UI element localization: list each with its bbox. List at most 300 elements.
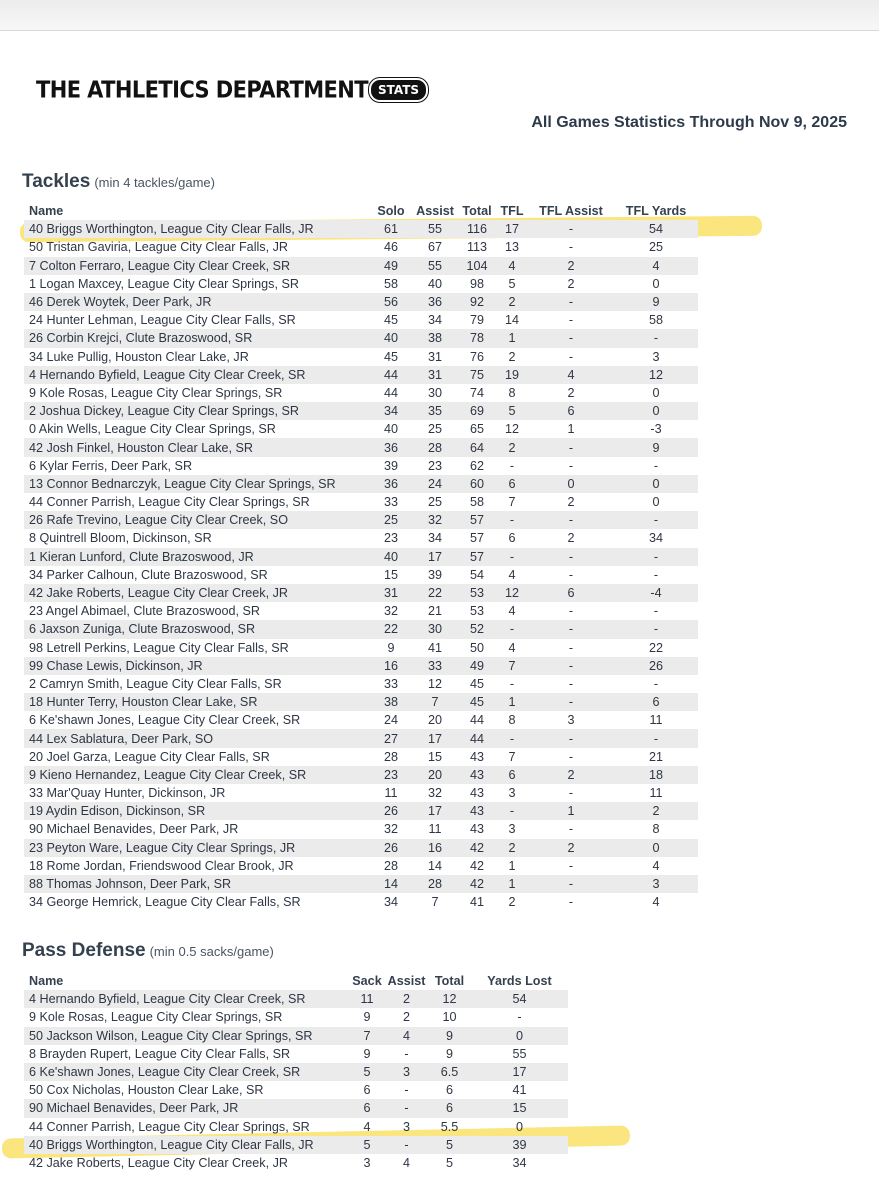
stat-cell: 32 [383, 604, 398, 619]
stat-cell: 40 [427, 276, 442, 291]
stat-cell: 1 [496, 693, 528, 711]
stat-cell: 104 [458, 257, 496, 275]
stat-cell: 113 [466, 240, 488, 255]
tackles-col-header: TFL Assist [539, 204, 603, 219]
stat-cell: 7 [349, 1027, 385, 1045]
player-name-cell: 2 Joshua Dickey, League City Clear Springs, SR [24, 402, 370, 420]
stat-cell: 35 [412, 402, 458, 420]
stat-cell: -4 [614, 584, 698, 602]
tackles-row [24, 839, 698, 857]
player-name-cell: 50 Tristan Gaviria, League City Clear Falls, JR [29, 240, 288, 255]
stat-cell: 17 [412, 729, 458, 747]
stat-cell: 14 [370, 875, 412, 893]
player-name-cell: 90 Michael Benavides, Deer Park, JR [29, 822, 239, 837]
stat-cell: 6 [428, 1099, 471, 1117]
passdef-row [24, 990, 568, 1008]
tackles-row [24, 329, 698, 347]
stat-cell: 25 [427, 495, 442, 510]
stat-cell: 39 [471, 1136, 568, 1154]
stat-cell: 4 [402, 1155, 410, 1170]
tackles-header-row [24, 202, 698, 220]
tackles-row [24, 348, 698, 366]
stat-cell: 56 [370, 293, 412, 311]
stat-cell: 4 [385, 1027, 428, 1045]
tackles-row [24, 675, 698, 693]
passdef-row [24, 1118, 568, 1136]
passdef-qualifier: (min 0.5 sacks/game) [149, 944, 274, 959]
stat-cell: - [528, 657, 614, 675]
tackles-row [24, 875, 698, 893]
stat-cell: 33 [383, 676, 398, 691]
player-name-cell: 46 Derek Woytek, Deer Park, JR [24, 293, 370, 311]
stat-cell: 2 [567, 531, 575, 546]
stat-cell: 43 [458, 802, 496, 820]
stat-cell: 4 [363, 1119, 371, 1134]
stat-cell: 6 [496, 475, 528, 493]
player-name-cell: 40 Briggs Worthington, League City Clear Falls, JR [24, 220, 370, 238]
stat-cell: 15 [383, 567, 398, 582]
stat-cell: 2 [528, 766, 614, 784]
passdef-row [24, 1154, 568, 1172]
stat-cell: 16 [370, 657, 412, 675]
stat-cell: 75 [458, 366, 496, 384]
stat-cell: 25 [427, 422, 442, 437]
stat-cell: 11 [428, 822, 442, 837]
stat-cell: 16 [412, 839, 458, 857]
player-name-cell: 20 Joel Garza, League City Clear Falls, SR [29, 749, 270, 764]
stat-cell: 6.5 [428, 1063, 471, 1081]
stat-cell: 5 [349, 1136, 385, 1154]
stat-cell: 34 [370, 402, 412, 420]
stat-cell: - [568, 604, 574, 619]
stat-cell: 21 [648, 749, 663, 764]
player-name-cell: 6 Ke'shawn Jones, League City Clear Creek, SR [29, 713, 301, 728]
stat-cell: 26 [614, 657, 698, 675]
stat-cell: 22 [648, 640, 663, 655]
tackles-title: Tackles [22, 171, 91, 192]
stat-cell: 12 [428, 990, 471, 1008]
stat-cell: 20 [412, 766, 458, 784]
stat-cell: 7 [508, 749, 516, 764]
stat-cell: 11 [649, 786, 663, 801]
stat-cell: 3 [614, 875, 698, 893]
tackles-row [24, 475, 698, 493]
stat-cell: 34 [427, 531, 442, 546]
stat-cell: 116 [458, 220, 496, 238]
stat-cell: 1 [508, 858, 516, 873]
tackles-row [24, 639, 698, 657]
stat-cell: 12 [427, 676, 442, 691]
stat-cell: 31 [427, 349, 442, 364]
stat-cell: 98 [469, 276, 484, 291]
tackles-row [24, 766, 698, 784]
stat-cell: - [496, 729, 528, 747]
stat-cell: 24 [383, 713, 398, 728]
stat-cell: 3 [508, 786, 516, 801]
tackles-row [24, 438, 698, 456]
stat-cell: 43 [469, 786, 484, 801]
stat-cell: 0 [652, 276, 660, 291]
stat-cell: 3 [508, 822, 516, 837]
stat-cell: 0 [515, 1119, 523, 1134]
stat-cell: 1 [496, 329, 528, 347]
stat-cell: - [509, 458, 515, 473]
stat-cell: 2 [508, 349, 516, 364]
stat-cell: 67 [427, 240, 442, 255]
stat-cell: 45 [383, 313, 398, 328]
passdef-col-header: Name [29, 974, 64, 989]
stat-cell: 22 [370, 620, 412, 638]
stat-cell: 8 [508, 385, 516, 400]
stat-cell: 34 [648, 531, 663, 546]
stat-cell: 49 [370, 257, 412, 275]
stat-cell: 14 [427, 858, 442, 873]
stat-cell: 42 [458, 839, 496, 857]
stat-cell: 9 [428, 1027, 471, 1045]
stat-cell: - [528, 548, 614, 566]
stat-cell: 1 [496, 875, 528, 893]
stat-cell: 46 [383, 240, 398, 255]
stat-cell: 28 [383, 749, 398, 764]
stat-cell: 55 [412, 220, 458, 238]
stat-cell: 4 [508, 640, 516, 655]
stat-cell: 4 [508, 567, 516, 582]
stat-cell: 69 [458, 402, 496, 420]
stat-cell: 5 [349, 1063, 385, 1081]
player-name-cell: 50 Jackson Wilson, League City Clear Springs, SR [24, 1027, 349, 1045]
stat-cell: 0 [652, 495, 660, 510]
stat-cell: - [568, 676, 574, 691]
stat-cell: 36 [370, 438, 412, 456]
player-name-cell: 90 Michael Benavides, Deer Park, JR [24, 1099, 349, 1117]
stat-cell: 25 [370, 511, 412, 529]
stat-cell: 33 [383, 495, 398, 510]
tackles-row [24, 566, 698, 584]
stat-cell: 45 [469, 676, 484, 691]
stat-cell: 76 [469, 349, 484, 364]
stat-cell: 41 [469, 895, 484, 910]
player-name-cell: 6 Jaxson Zuniga, Clute Brazoswood, SR [24, 620, 370, 638]
stat-cell: 31 [370, 584, 412, 602]
tackles-row [24, 511, 698, 529]
stat-cell: 12 [496, 584, 528, 602]
stat-cell: 2 [528, 839, 614, 857]
player-name-cell: 18 Rome Jordan, Friendswood Clear Brook, JR [29, 858, 294, 873]
stat-cell: 34 [427, 313, 442, 328]
stat-cell: 44 [458, 729, 496, 747]
stat-cell: 28 [383, 858, 398, 873]
stat-cell: 23 [370, 766, 412, 784]
tackles-row [24, 693, 698, 711]
stat-cell: 22 [412, 584, 458, 602]
tackles-row [24, 711, 698, 729]
stat-cell: 30 [427, 385, 442, 400]
player-name-cell: 1 Kieran Lunford, Clute Brazoswood, JR [24, 548, 370, 566]
tackles-row [24, 257, 698, 275]
stat-cell: 4 [652, 858, 660, 873]
stat-cell: 61 [370, 220, 412, 238]
stat-cell: - [528, 511, 614, 529]
stat-cell: 9 [614, 438, 698, 456]
stat-cell: 7 [496, 657, 528, 675]
passdef-col-header: Total [434, 974, 465, 989]
player-name-cell: 42 Jake Roberts, League City Clear Creek, JR [29, 1155, 288, 1170]
stat-cell: - [496, 548, 528, 566]
stat-cell: - [568, 313, 574, 328]
page-top-edge [0, 0, 879, 31]
stat-cell: 0 [614, 475, 698, 493]
stat-cell: 2 [567, 495, 575, 510]
player-name-cell: 24 Hunter Lehman, League City Clear Falls, SR [29, 313, 296, 328]
tackles-row [24, 238, 698, 256]
stat-cell: 65 [469, 422, 484, 437]
tackles-row [24, 493, 698, 511]
stat-cell: 5.5 [440, 1119, 459, 1134]
stat-cell: - [653, 676, 659, 691]
stat-cell: 62 [469, 458, 484, 473]
player-name-cell: 9 Kieno Hernandez, League City Clear Creek, SR [24, 766, 370, 784]
stat-cell: 7 [508, 495, 516, 510]
stat-cell: - [528, 329, 614, 347]
stat-cell: - [528, 438, 614, 456]
stat-cell: - [385, 1136, 428, 1154]
stat-cell: 2 [402, 1010, 410, 1025]
stat-cell: 11 [649, 713, 663, 728]
stat-cell: 23 [383, 531, 398, 546]
stat-cell: 5 [428, 1136, 471, 1154]
stat-cell: - [496, 802, 528, 820]
stat-cell: - [528, 729, 614, 747]
stat-cell: 43 [469, 822, 484, 837]
tackles-row [24, 548, 698, 566]
stat-cell: - [568, 567, 574, 582]
stat-cell: 3 [402, 1119, 410, 1134]
stat-cell: 41 [427, 640, 442, 655]
player-name-cell: 26 Rafe Trevino, League City Clear Creek, SO [24, 511, 370, 529]
brand-badge: STATS [369, 78, 428, 102]
stat-cell: 92 [458, 293, 496, 311]
tackles-row [24, 893, 698, 911]
stat-cell: 6 [349, 1099, 385, 1117]
stat-cell: - [528, 875, 614, 893]
stat-cell: 43 [458, 766, 496, 784]
brand-logo [36, 78, 428, 102]
passdef-header-row [24, 972, 568, 990]
passdef-row [24, 1008, 568, 1026]
stat-cell: - [568, 349, 574, 364]
stat-cell: 17 [412, 548, 458, 566]
player-name-cell: 0 Akin Wells, League City Clear Springs, SR [29, 422, 276, 437]
stat-cell: - [568, 240, 574, 255]
stat-cell: 11 [384, 786, 398, 801]
stat-cell: 3 [385, 1063, 428, 1081]
player-name-cell: 23 Angel Abimael, Clute Brazoswood, SR [29, 604, 261, 619]
stat-cell: 36 [412, 293, 458, 311]
stat-cell: - [528, 620, 614, 638]
player-name-cell: 8 Brayden Rupert, League City Clear Falls, SR [29, 1046, 291, 1061]
stat-cell: 1 [528, 802, 614, 820]
stat-cell: 4 [528, 366, 614, 384]
player-name-cell: 40 Briggs Worthington, League City Clear Falls, JR [24, 1136, 349, 1154]
tackles-row [24, 457, 698, 475]
player-name-cell: 34 George Hemrick, League City Clear Falls, SR [29, 895, 301, 910]
stat-cell: - [614, 329, 698, 347]
stat-cell: - [528, 693, 614, 711]
pass-defense-table [24, 972, 568, 1172]
passdef-row [24, 1063, 568, 1081]
stat-cell: 57 [458, 548, 496, 566]
player-name-cell: 88 Thomas Johnson, Deer Park, SR [24, 875, 370, 893]
player-name-cell: 34 Parker Calhoun, Clute Brazoswood, SR [29, 567, 268, 582]
stat-cell: 58 [469, 495, 484, 510]
stat-cell: 53 [458, 584, 496, 602]
stat-cell: 1 [567, 422, 575, 437]
stat-cell: 45 [383, 349, 398, 364]
tackles-col-header: TFL [500, 204, 524, 219]
stat-cell: 10 [442, 1010, 457, 1025]
player-name-cell: 99 Chase Lewis, Dickinson, JR [24, 657, 370, 675]
stat-cell: 2 [567, 385, 575, 400]
stat-cell: 6 [496, 766, 528, 784]
stat-cell: - [614, 511, 698, 529]
tackles-col-header: Solo [377, 204, 405, 219]
stat-cell: 40 [370, 548, 412, 566]
stat-cell: 60 [458, 475, 496, 493]
stat-cell: 15 [471, 1099, 568, 1117]
stat-cell: 44 [370, 366, 412, 384]
tackles-row [24, 584, 698, 602]
stat-cell: - [568, 858, 574, 873]
stat-cell: 3 [363, 1155, 371, 1170]
player-name-cell: 44 Conner Parrish, League City Clear Springs, SR [29, 1119, 310, 1134]
stat-cell: - [385, 1099, 428, 1117]
tackles-body [24, 220, 698, 911]
stat-cell: 2 [496, 839, 528, 857]
stat-cell: 32 [383, 822, 398, 837]
stat-cell: 5 [508, 276, 516, 291]
stat-cell: 4 [614, 257, 698, 275]
tackles-row [24, 220, 698, 238]
stat-cell: 3 [567, 713, 575, 728]
passdef-row [24, 1045, 568, 1063]
player-name-cell: 50 Cox Nicholas, Houston Clear Lake, SR [29, 1083, 264, 1098]
stat-cell: 44 [383, 385, 398, 400]
passdef-title: Pass Defense [22, 940, 146, 961]
stat-cell: 25 [648, 240, 663, 255]
stat-cell: 4 [496, 257, 528, 275]
tackles-col-header: Name [29, 204, 64, 219]
stat-cell: - [568, 786, 574, 801]
stat-cell: - [509, 676, 515, 691]
stat-cell: 4 [652, 895, 660, 910]
stat-cell: 0 [528, 475, 614, 493]
tackles-row [24, 657, 698, 675]
stat-cell: 2 [567, 276, 575, 291]
tackles-row [24, 857, 698, 875]
stat-cell: - [404, 1046, 409, 1061]
stat-cell: 2 [496, 438, 528, 456]
stat-cell: 45 [458, 693, 496, 711]
stat-cell: 39 [427, 567, 442, 582]
stat-cell: 54 [471, 990, 568, 1008]
tackles-row [24, 802, 698, 820]
tackles-qualifier: (min 4 tackles/game) [94, 175, 215, 190]
stat-cell: 11 [349, 990, 385, 1008]
stat-cell: 55 [412, 257, 458, 275]
player-name-cell: 6 Kylar Ferris, Deer Park, SR [29, 458, 193, 473]
stat-cell: 6 [614, 693, 698, 711]
passdef-row [24, 1081, 568, 1099]
stat-cell: - [568, 458, 574, 473]
tackles-row [24, 402, 698, 420]
stat-cell: 18 [614, 766, 698, 784]
stat-cell: - [568, 749, 574, 764]
stat-cell: 0 [652, 385, 660, 400]
player-name-cell: 1 Logan Maxcey, League City Clear Springs, SR [29, 276, 299, 291]
player-name-cell: 98 Letrell Perkins, League City Clear Falls, SR [29, 640, 289, 655]
tackles-row [24, 529, 698, 547]
stat-cell: 57 [458, 511, 496, 529]
stat-cell: - [614, 729, 698, 747]
player-name-cell: 42 Jake Roberts, League City Clear Creek, JR [24, 584, 370, 602]
stat-cell: 34 [383, 895, 398, 910]
stat-cell: 7 [412, 693, 458, 711]
stat-cell: 17 [471, 1063, 568, 1081]
stat-cell: 0 [471, 1027, 568, 1045]
stat-cell: 20 [427, 713, 442, 728]
stat-cell: 2 [528, 257, 614, 275]
stat-cell: 74 [469, 385, 484, 400]
player-name-cell: 23 Peyton Ware, League City Clear Springs, JR [24, 839, 370, 857]
stat-cell: 31 [412, 366, 458, 384]
stat-cell: - [568, 640, 574, 655]
stat-cell: 9 [363, 1010, 371, 1025]
stat-cell: - [614, 620, 698, 638]
stat-cell: - [404, 1083, 409, 1098]
stat-cell: 55 [512, 1046, 527, 1061]
stat-cell: 54 [614, 220, 698, 238]
stat-cell: 27 [370, 729, 412, 747]
stat-cell: 58 [648, 313, 663, 328]
stat-cell: 64 [458, 438, 496, 456]
stat-cell: -3 [650, 422, 662, 437]
tackles-row [24, 784, 698, 802]
stat-cell: 4 [508, 604, 516, 619]
tackles-row [24, 602, 698, 620]
stat-cell: 38 [370, 693, 412, 711]
stat-cell: 53 [469, 604, 484, 619]
stat-cell: 2 [385, 990, 428, 1008]
player-name-cell: 19 Aydin Edison, Dickinson, SR [24, 802, 370, 820]
tackles-row [24, 748, 698, 766]
stat-cell: 21 [427, 604, 442, 619]
stat-cell: 32 [427, 786, 442, 801]
tackles-row [24, 275, 698, 293]
stat-cell: 12 [504, 422, 519, 437]
stat-cell: 42 [458, 875, 496, 893]
tackles-row [24, 420, 698, 438]
tackles-row [24, 293, 698, 311]
stat-cell: 9 [445, 1046, 453, 1061]
stat-cell: 7 [431, 895, 439, 910]
stat-cell: - [528, 220, 614, 238]
tackles-row [24, 620, 698, 638]
stat-cell: 5 [496, 402, 528, 420]
stat-cell: - [568, 822, 574, 837]
stat-cell: 26 [370, 802, 412, 820]
stat-cell: - [496, 620, 528, 638]
passdef-section-title [22, 940, 274, 962]
